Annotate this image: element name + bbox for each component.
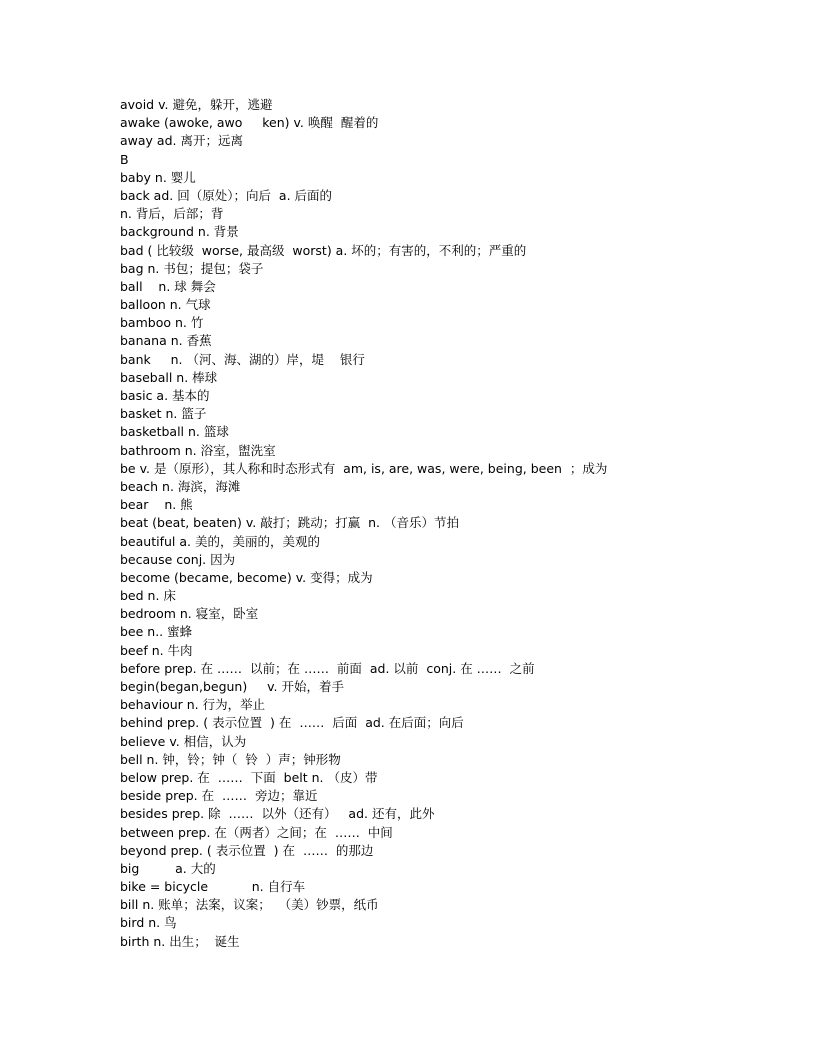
vocabulary-entry: big a. 大的 [120, 860, 216, 876]
vocabulary-entry: bike = bicycle n. 自行车 [120, 879, 306, 895]
vocabulary-entry: besides prep. 除 …… 以外（还有） ad. 还有，此外 [120, 806, 435, 822]
vocabulary-entry: bill n. 账单；法案，议案； （美）钞票，纸币 [120, 897, 379, 913]
vocabulary-entry: basic a. 基本的 [120, 388, 210, 403]
vocabulary-entry: back ad. 回（原处）；向后 a. 后面的 [120, 187, 333, 203]
vocabulary-entry: awake (awoke, awo ken) v. 唤醒 醒着的 [120, 115, 379, 131]
vocabulary-entry: bamboo n. 竹 [120, 315, 204, 331]
vocabulary-entry: bag n. 书包；提包；袋子 [120, 260, 264, 276]
vocabulary-entry: be v. 是（原形），其人称和时态形式有 am, is, are, was, were, being, been ；成为 [120, 460, 608, 476]
vocabulary-entry: behind prep. ( 表示位置 ) 在 …… 后面 ad. 在后面；向后 [120, 715, 464, 731]
vocabulary-entry: bad ( 比较级 worse, 最高级 worst) a. 坏的；有害的，不利的；严重的 [120, 242, 527, 258]
vocabulary-entry: basketball n. 篮球 [120, 424, 229, 440]
vocabulary-entry: bear n. 熊 [120, 497, 193, 513]
vocabulary-entry: become (became, become) v. 变得；成为 [120, 569, 373, 585]
vocabulary-entry: n. 背后，后部；背 [120, 206, 224, 222]
vocabulary-entry: background n. 背景 [120, 224, 239, 240]
vocabulary-entry: beyond prep. ( 表示位置 ) 在 …… 的那边 [120, 842, 374, 858]
vocabulary-entry: away ad. 离开；远离 [120, 133, 243, 149]
vocabulary-entry: believe v. 相信，认为 [120, 733, 247, 749]
vocabulary-entry: ball n. 球 舞会 [120, 278, 216, 294]
vocabulary-entry: beach n. 海滨，海滩 [120, 478, 241, 494]
vocabulary-entry: bathroom n. 浴室，盥洗室 [120, 442, 276, 458]
vocabulary-entry: beside prep. 在 …… 旁边；靠近 [120, 788, 318, 804]
vocabulary-entry: bed n. 床 [120, 588, 176, 604]
vocabulary-entry: banana n. 香蕉 [120, 333, 212, 349]
vocabulary-entry: beat (beat, beaten) v. 敲打；跳动；打赢 n. （音乐）节拍 [120, 515, 460, 531]
vocabulary-entry: birth n. 出生； 诞生 [120, 933, 240, 949]
vocabulary-list [120, 96, 740, 951]
vocabulary-entry: begin(began,begun) v. 开始，着手 [120, 679, 344, 694]
vocabulary-entry: before prep. 在 …… 以前；在 …… 前面 ad. 以前 conj. 在 …… 之前 [120, 660, 535, 676]
vocabulary-entry: below prep. 在 …… 下面 belt n. （皮）带 [120, 769, 378, 785]
vocabulary-entry: bee n.. 蜜蜂 [120, 624, 193, 640]
vocabulary-entry: baby n. 婴儿 [120, 169, 196, 185]
vocabulary-entry: basket n. 篮子 [120, 406, 207, 422]
section-letter: B [120, 151, 129, 167]
vocabulary-entry: because conj. 因为 [120, 551, 236, 567]
vocabulary-entry: behaviour n. 行为，举止 [120, 697, 266, 713]
vocabulary-entry: bank n. （河、海、湖的）岸，堤 银行 [120, 351, 365, 367]
vocabulary-entry: beautiful a. 美的，美丽的，美观的 [120, 533, 320, 549]
vocabulary-entry: balloon n. 气球 [120, 297, 211, 313]
vocabulary-entry: bedroom n. 寝室，卧室 [120, 606, 259, 622]
vocabulary-entry: avoid v. 避免，躲开，逃避 [120, 97, 273, 112]
vocabulary-entry: bird n. 鸟 [120, 915, 177, 931]
vocabulary-entry: between prep. 在（两者）之间；在 …… 中间 [120, 824, 393, 840]
vocabulary-entry: beef n. 牛肉 [120, 642, 193, 658]
vocabulary-entry: baseball n. 棒球 [120, 369, 218, 385]
vocabulary-entry: bell n. 钟，铃；钟（ 铃 ）声；钟形物 [120, 751, 341, 767]
